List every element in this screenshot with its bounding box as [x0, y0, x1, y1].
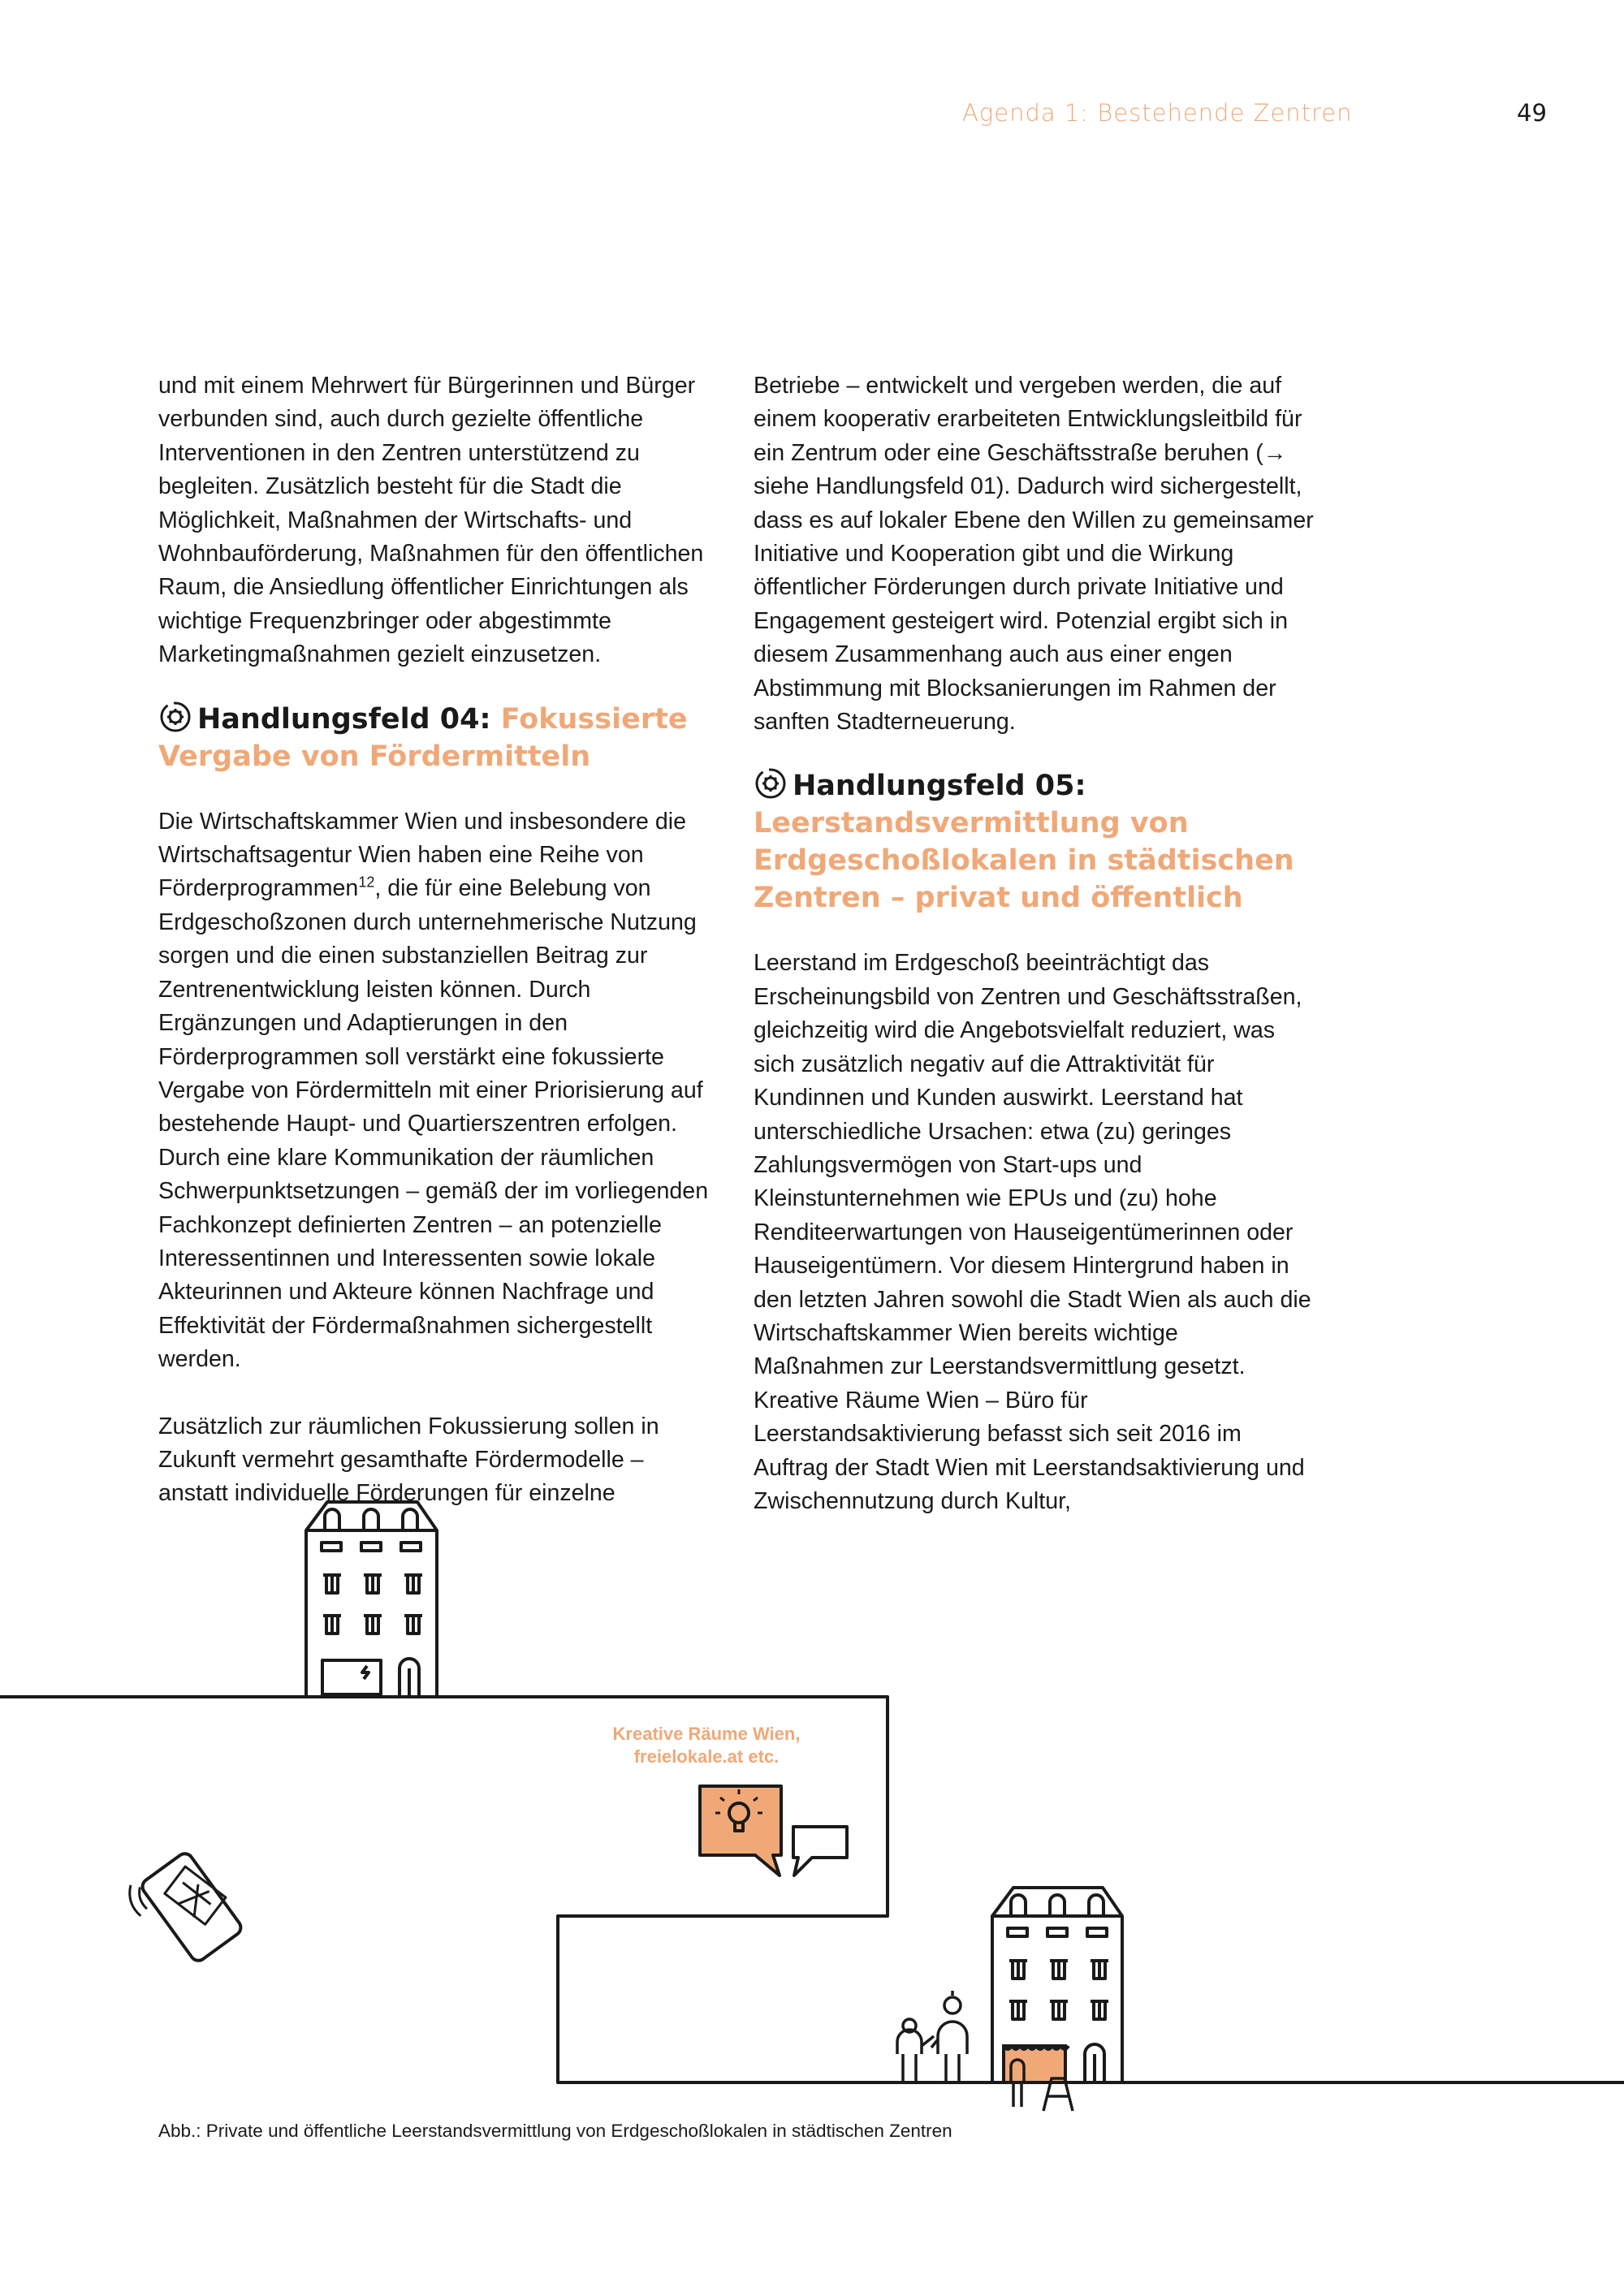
illustration-label	[585, 1723, 828, 1768]
section-heading-04	[158, 700, 719, 775]
chat-bubble-icon	[793, 1827, 847, 1875]
heading-prefix: Handlungsfeld 04:	[197, 702, 491, 736]
paragraph: und mit einem Mehrwert für Bürgerinnen und Bürger verbunden sind, auch durch gezielte öffentliche Interventionen in den Zentren unterstützend zu begleiten. Zusätzlich besteht für die Stadt die Möglichkeit, Maßnahmen der Wirtschafts- und Wohnbauförderung, Maßnahmen für den öffentlichen Raum, die Ansiedlung öffentlicher Einrichtungen als wichtige Frequenzbringer oder abgestimmte Marketingmaßnahmen gezielt einzusetzen.	[158, 373, 704, 668]
paragraph: Zusätzlich zur räumlichen Fokussierung sollen in Zukunft vermehrt gesamthafte Fördermodelle – anstatt individuelle Förderungen für einzelne	[158, 1413, 659, 1507]
label-line: Kreative Räume Wien,	[612, 1724, 801, 1744]
heading-prefix: Handlungsfeld 05:	[793, 770, 1086, 803]
gear-cycle-icon	[754, 766, 788, 801]
paragraph: Betriebe – entwickelt und vergeben werden, die auf einem kooperativ erarbeiteten Entwicklungsleitbild für ein Zentrum oder eine Geschäftsstraße beruhen (→ siehe Handlungsfeld 01). Dadurch wird sichergestellt, dass es auf lokaler Ebene den Willen zu gemeinsamer Initiative und Kooperation gibt und die Wirkung öffentlicher Förderungen durch private Initiative und Engagement gesteigert wird. Potenzial ergibt sich in diesem Zusammenhang auch aus einer engen Abstimmung mit Blocksanierungen im Rahmen der sanften Stadterneuerung.	[754, 373, 1314, 736]
paragraph-text: , die für eine Belebung von Erdgeschoßzonen durch unternehmerische Nutzung sorgen und die einen substanziellen Beitrag zur Zentrenentwicklung leisten können. Durch Ergänzungen und Adaptierungen in den Förderprogrammen soll verstärkt eine fokussierte Vergabe von Fördermitteln mit einer Priorisierung auf bestehende Haupt- und Quartierszentren erfolgen. Durch eine klare Kommunikation der räumlichen Schwerpunktsetzungen – gemäß der im vorliegenden Fachkonzept definierten Zentren – an potenzielle Interessentinnen und Interessenten sowie lokale Akteurinnen und Akteure können Nachfrage und Effektivität der Fördermaßnahmen sichergestellt werden.	[158, 875, 709, 1373]
people-icon	[897, 1991, 967, 2081]
building-right-icon	[992, 1888, 1122, 2082]
paragraph-text: Die Wirtschaftskammer Wien und insbesondere die Wirtschaftsagentur Wien haben eine Reihe von Förderprogrammen	[158, 808, 686, 902]
label-line: freielokale.at etc.	[633, 1746, 780, 1767]
footnote-marker: 12	[358, 874, 375, 891]
paragraph: Leerstand im Erdgeschoß beeinträchtigt das Erscheinungsbild von Zentren und Geschäftsstraßen, gleichzeitig wird die Angebotsvielfalt reduziert, was sich zusätzlich negativ auf die Attraktivität für Kundinnen und Kunden auswirkt. Leerstand hat unterschiedliche Ursachen: etwa (zu) geringes Zahlungsvermögen von Start-ups und Kleinstunternehmen wie EPUs und (zu) hohe Renditeerwartungen von Hauseigentümerinnen oder Hauseigentümern. Vor diesem Hintergrund haben in den letzten Jahren sowohl die Stadt Wien als auch die Wirtschaftskammer Wien bereits wichtige Maßnahmen zur Leerstandsvermittlung gesetzt. Kreative Räume Wien – Büro für Leerstandsaktivierung befasst sich seit 2016 im Auftrag der Stadt Wien mit Leerstandsaktivierung und Zwischennutzung durch Kultur,	[754, 950, 1311, 1514]
smartphone-map-icon	[121, 1841, 249, 1977]
building-left-icon	[306, 1502, 437, 1697]
right-column	[754, 369, 1314, 1518]
figure-caption: Abb.: Private und öffentliche Leerstandsvermittlung von Erdgeschoßlokalen in städtischen Zentren	[158, 2121, 952, 2141]
left-column	[158, 369, 719, 1511]
illustration	[0, 1486, 1624, 2119]
heading-title: Leerstandsvermittlung von Erdgeschoßlokalen in städtischen Zentren – privat und öffentlich	[754, 807, 1294, 915]
running-head: Agenda 1: Bestehende Zentren	[962, 99, 1353, 127]
idea-bubble-icon	[700, 1786, 781, 1875]
page-number: 49	[1517, 99, 1547, 127]
heading-title: Fokussierte Vergabe von Fördermitteln	[158, 702, 688, 773]
paragraph	[158, 805, 719, 1377]
section-heading-05	[754, 766, 1314, 917]
gear-cycle-icon	[158, 700, 192, 734]
